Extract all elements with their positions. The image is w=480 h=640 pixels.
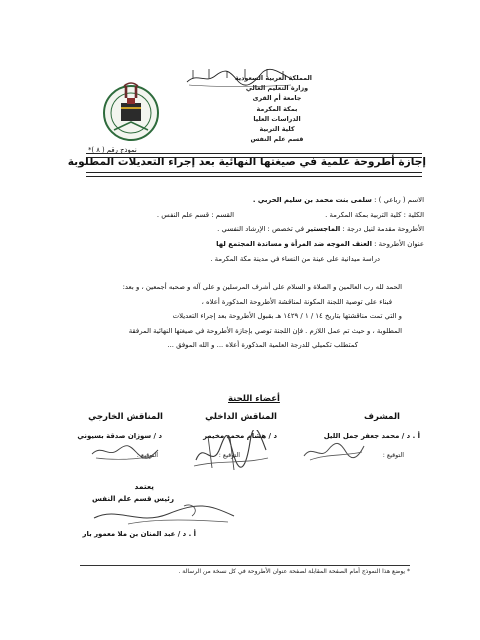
body-paragraph <box>60 280 402 353</box>
org-line: وزارة التعليم العالي <box>245 84 309 93</box>
external-examiner-role: المناقش الخارجي <box>88 412 163 422</box>
org-line: جامعة أم القرى <box>252 94 302 103</box>
department-field: القسم : قسم علم النفس . <box>156 211 234 219</box>
title-rule-bottom <box>86 172 422 177</box>
body-line: الحمد لله رب العالمين و الصلاة و السلام على أشرف المرسلين و على آله و صحبه أجمعين ، و بعد: <box>122 283 402 291</box>
body-line: فبناء على توصية اللجنة المكونة لمناقشة الأطروحة المذكورة أعلاه ، <box>201 297 392 306</box>
department-head-name: أ . د / عبد المنان بن ملا معمور بار <box>82 530 196 538</box>
supervisor-sign-label: التوقيع : <box>382 452 404 459</box>
basmala-calligraphy <box>183 66 297 88</box>
footnote-rule <box>80 565 410 566</box>
department-head-signature <box>88 500 238 530</box>
thesis-subtitle: دراسة ميدانية على عينة من النساء في مدينة مكة المكرمة . <box>210 255 380 263</box>
approval-label: يعتمد <box>134 482 154 491</box>
internal-sign-label: التوقيع : <box>218 452 240 459</box>
external-examiner-signature <box>88 440 160 462</box>
name-label: الاسم ( رباعي ) : <box>374 196 424 204</box>
name-value: سلمى بنت محمد بن سليم الحربي . <box>252 196 372 204</box>
thesis-title-value: العنف الموجه ضد المرأة و مساندة المجتمع لها <box>216 240 372 248</box>
title-rule-top <box>86 153 422 158</box>
org-line: المملكة العربية السعودية <box>234 74 312 82</box>
internal-examiner-role: المناقش الداخلي <box>205 412 277 422</box>
committee-title: أعضاء اللجنة <box>228 394 280 404</box>
document-title: إجازة أطروحة علمية في صيغتها النهائية بعد إجراء التعديلات المطلوبة <box>67 156 426 168</box>
name-field <box>253 196 424 205</box>
body-line: و التي تمت مناقشتها بتاريخ ١٤ / ١ / ١٤٢٩ هـ بقبول الأطروحة بعد إجراء التعديلات <box>172 312 402 321</box>
supervisor-role: المشرف <box>363 412 400 422</box>
degree-value: الماجستير <box>306 225 341 233</box>
supervisor-name: أ . د / محمد جعفر جمل الليل <box>323 432 420 440</box>
form-number: نموذج رقم ( ٨ )* <box>88 146 137 154</box>
body-line: كمتطلب تكميلي للدرجة العلمية المذكورة أعلاه ... و الله الموفق ... <box>167 341 358 350</box>
body-line: المطلوبة ، و حيث تم عمل اللازم . فإن اللجنة توصي بإجازة الأطروحة في صيغتها النهائية المرفقة <box>128 326 402 335</box>
internal-examiner-signature <box>190 430 270 474</box>
external-examiner-name: د / سوزان صدقة بسيوني <box>77 432 162 440</box>
thesis-title-field <box>216 240 424 249</box>
supervisor-signature <box>300 438 368 464</box>
specialization: في تخصص : الإرشاد النفسي . <box>217 225 305 233</box>
org-line: الدراسات العليا <box>253 114 301 123</box>
internal-examiner-name: د / هشام محمد مخيمر <box>203 432 277 440</box>
university-logo <box>100 78 162 144</box>
department-head-role: رئيس قسم علم النفس <box>91 494 174 503</box>
college-field: الكلية : كلية التربية بمكة المكرمة . <box>325 211 424 219</box>
org-line: قسم علم النفس <box>250 135 304 144</box>
org-line: كلية التربية <box>259 124 295 133</box>
degree-field <box>217 225 424 234</box>
degree-label: الأطروحة مقدمة لنيل درجة : <box>342 225 424 233</box>
thesis-title-label: عنوان الأطروحة : <box>374 240 424 248</box>
external-sign-label: التوقيع : <box>136 452 158 459</box>
org-line: بمكة المكرمة <box>256 104 298 113</box>
footnote: * يوضع هذا النموذج أمام الصفحة المقابلة لصفحة عنوان الأطروحة في كل نسخة من الرسالة . <box>178 568 410 575</box>
